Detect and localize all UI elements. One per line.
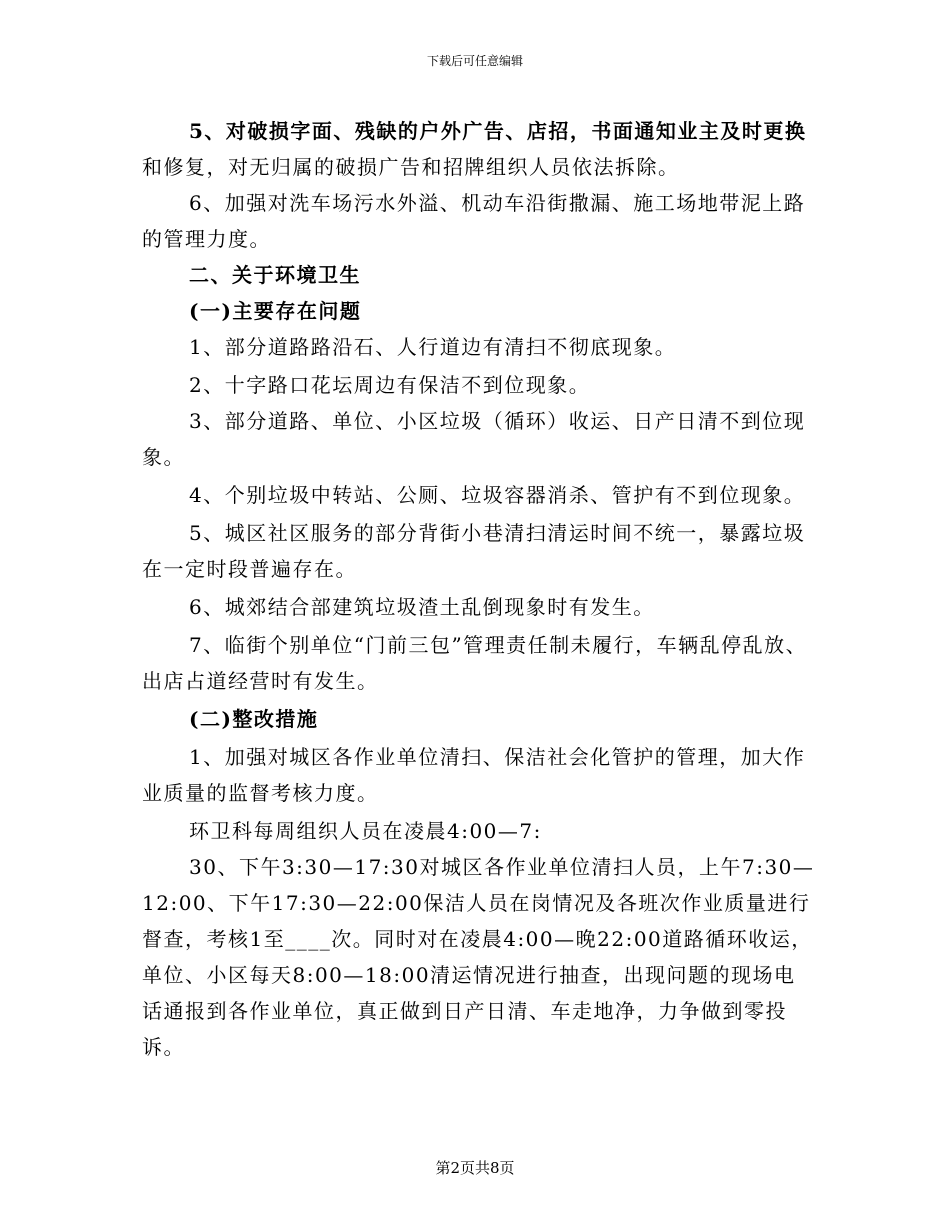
paragraph-line: 在一定时段普遍存在。 xyxy=(142,557,357,581)
paragraph-line: 30、下午3:30—17:30对城区各作业单位清扫人员，上午7:30— xyxy=(189,855,815,879)
paragraph-line: 业质量的监督考核力度。 xyxy=(142,781,379,805)
paragraph-line: 单位、小区每天8:00—18:00清运情况进行抽查，出现问题的现场电 xyxy=(142,963,796,987)
paragraph-line: 诉。 xyxy=(142,1035,185,1059)
paragraph-line: 和修复，对无归属的破损广告和招牌组织人员依法拆除。 xyxy=(142,155,680,179)
subsection-heading: (一)主要存在问题 xyxy=(189,299,362,323)
paragraph-line: 5、城区社区服务的部分背街小巷清扫清运时间不统一，暴露垃圾 xyxy=(189,521,806,545)
paragraph-line: 1、部分道路路沿石、人行道边有清扫不彻底现象。 xyxy=(189,335,677,359)
section-heading: 二、关于环境卫生 xyxy=(189,263,361,287)
paragraph-line: 3、部分道路、单位、小区垃圾（循环）收运、日产日清不到位现 xyxy=(189,409,806,433)
paragraph-line: 12:00、下午17:30—22:00保洁人员在岗情况及各班次作业质量进行 xyxy=(142,891,811,915)
page-footer: 第2页共8页 xyxy=(435,1159,515,1177)
subsection-heading: (二)整改措施 xyxy=(189,707,319,731)
paragraph-line: 5、对破损字面、残缺的户外广告、店招，书面通知业主及时更换 xyxy=(189,119,807,143)
paragraph-line: 7、临街个别单位“门前三包”管理责任制未履行，车辆乱停乱放、 xyxy=(189,633,808,657)
paragraph-line: 1、加强对城区各作业单位清扫、保洁社会化管护的管理，加大作 xyxy=(189,745,806,769)
paragraph-line: 6、加强对洗车场污水外溢、机动车沿街撒漏、施工场地带泥上路 xyxy=(189,191,806,215)
paragraph-line: 环卫科每周组织人员在凌晨4:00—7: xyxy=(189,819,542,843)
page-header: 下载后可任意编辑 xyxy=(426,54,523,68)
paragraph-line: 4、个别垃圾中转站、公厕、垃圾容器消杀、管护有不到位现象。 xyxy=(189,483,806,507)
paragraph-line: 象。 xyxy=(142,445,185,469)
paragraph-line: 的管理力度。 xyxy=(142,227,271,251)
paragraph-line: 出店占道经营时有发生。 xyxy=(142,669,379,693)
paragraph-line: 话通报到各作业单位，真正做到日产日清、车走地净，力争做到零投 xyxy=(142,999,787,1023)
paragraph-line: 6、城郊结合部建筑垃圾渣土乱倒现象时有发生。 xyxy=(189,595,655,619)
paragraph-line: 2、十字路口花坛周边有保洁不到位现象。 xyxy=(189,373,591,397)
paragraph-line: 督查，考核1至____次。同时对在凌晨4:00—晚22:00道路循环收运， xyxy=(142,927,813,951)
